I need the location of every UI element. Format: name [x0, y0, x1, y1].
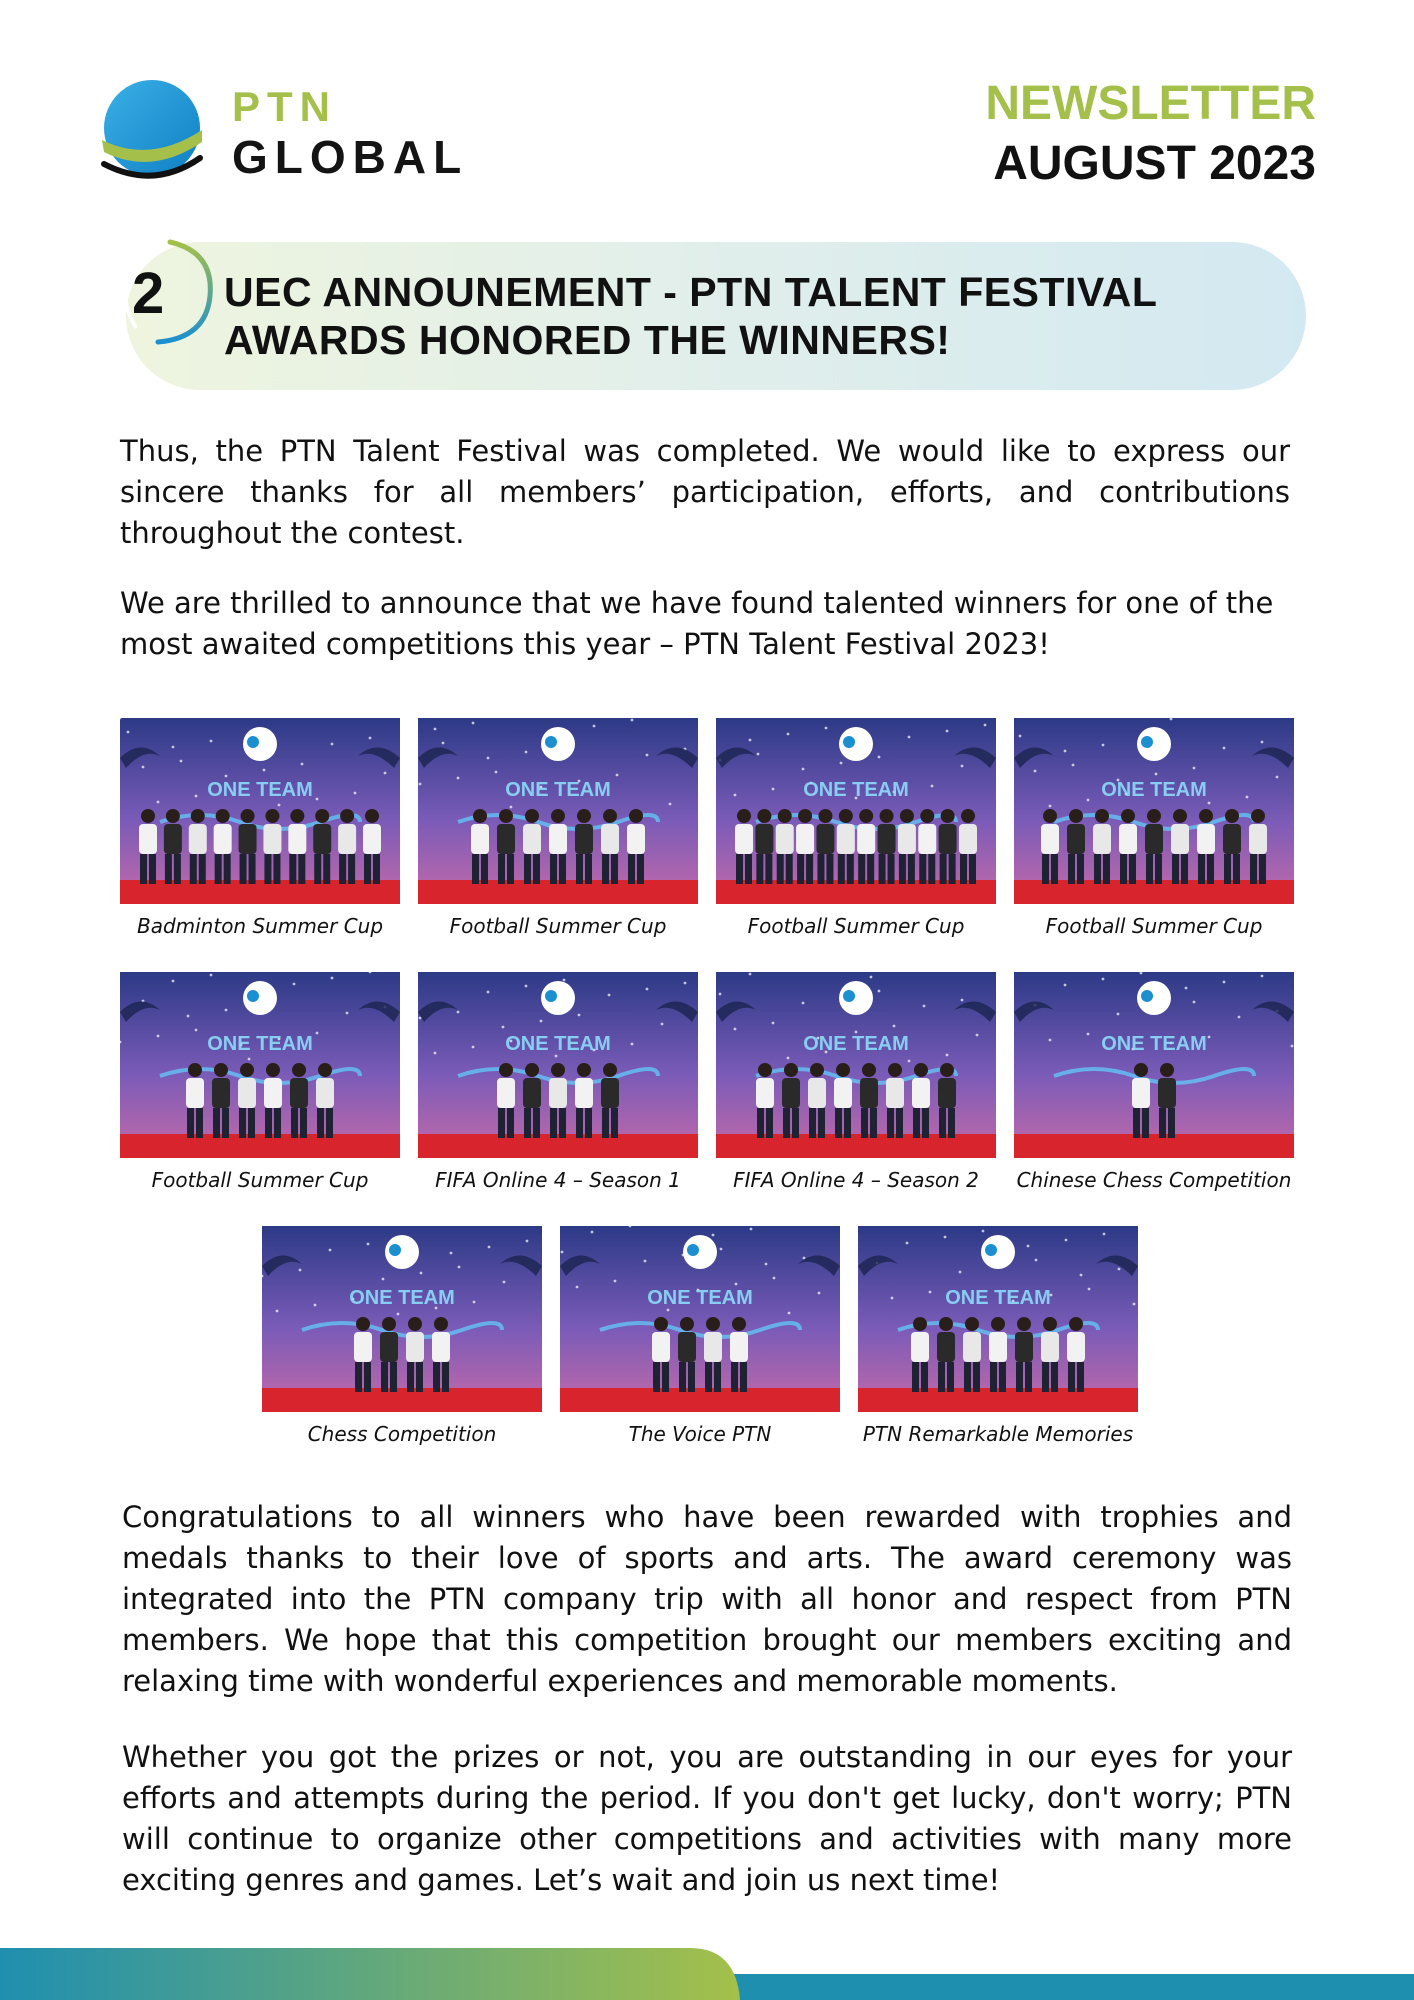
gallery-photo: [716, 972, 996, 1158]
svg-text:ONE TEAM: ONE TEAM: [207, 779, 313, 801]
gallery-photo: [1014, 972, 1294, 1158]
gallery-photo: [120, 972, 400, 1158]
section-title: [224, 268, 1244, 364]
svg-text:ONE TEAM: ONE TEAM: [803, 779, 909, 801]
intro-paragraph-1: Thus, the PTN Talent Festival was completed. We would like to express our sincere thanks for all members’ participation, efforts, and contributions throughout the contest.: [120, 434, 1290, 550]
gallery-photo: [120, 718, 400, 904]
photo-caption: FIFA Online 4 – Season 1: [435, 1168, 681, 1192]
brand-wordmark: [232, 83, 469, 183]
closing-paragraph-2: Whether you got the prizes or not, you are outstanding in our eyes for your efforts and attempts during the period. If you don't get lucky, don't worry; PTN will continue to organize other competitions and activities with many more exciting genres and games. Let’s wait and join us next time!: [122, 1740, 1292, 1897]
closing-paragraph-1: Congratulations to all winners who have been rewarded with trophies and medals thanks to their love of sports and arts. The award ceremony was integrated into the PTN company trip with all honor and respect from PTN members. We hope that this competition brought our members exciting and relaxing time with wonderful experiences and memorable moments.: [122, 1500, 1292, 1698]
intro-paragraph-2: We are thrilled to announce that we have found talented winners for one of the most awaited competitions this year – PTN Talent Festival 2023!: [120, 586, 1274, 661]
gallery-photo: [1014, 718, 1294, 904]
section-title-line-2: AWARDS HONORED THE WINNERS!: [224, 317, 951, 363]
svg-text:ONE TEAM: ONE TEAM: [1101, 779, 1207, 801]
svg-text:ONE TEAM: ONE TEAM: [803, 1033, 909, 1055]
gallery-photo: [418, 718, 698, 904]
gallery-photo: [716, 718, 996, 904]
photo-caption: The Voice PTN: [628, 1422, 772, 1446]
photo-caption: Football Summer Cup: [1045, 914, 1263, 938]
gallery-photo: [262, 1226, 542, 1412]
ptn-global-logo: [98, 78, 469, 198]
photo-caption: PTN Remarkable Memories: [862, 1422, 1134, 1446]
svg-text:ONE TEAM: ONE TEAM: [207, 1033, 313, 1055]
section-number: 2: [132, 261, 165, 326]
gallery-photo: [858, 1226, 1138, 1412]
photo-caption: Chinese Chess Competition: [1016, 1168, 1292, 1192]
photo-caption: Football Summer Cup: [747, 914, 965, 938]
photo-caption: Football Summer Cup: [449, 914, 667, 938]
photo-caption: Badminton Summer Cup: [136, 914, 384, 938]
photo-caption: Football Summer Cup: [151, 1168, 369, 1192]
newsletter-masthead: [985, 77, 1316, 190]
footer-band: [0, 1948, 1414, 2000]
photo-caption: Chess Competition: [307, 1422, 497, 1446]
svg-text:ONE TEAM: ONE TEAM: [647, 1287, 753, 1309]
brand-global: GLOBAL: [232, 131, 469, 183]
globe-logo-icon: [98, 78, 208, 193]
svg-text:ONE TEAM: ONE TEAM: [349, 1287, 455, 1309]
svg-text:ONE TEAM: ONE TEAM: [505, 779, 611, 801]
photo-caption: FIFA Online 4 – Season 2: [733, 1168, 979, 1192]
gallery-photo: [560, 1226, 840, 1412]
section-title-line-1: UEC ANNOUNEMENT - PTN TALENT FESTIVAL: [224, 269, 1158, 315]
newsletter-label: NEWSLETTER: [985, 77, 1316, 130]
svg-text:ONE TEAM: ONE TEAM: [1101, 1033, 1207, 1055]
issue-date: AUGUST 2023: [993, 137, 1316, 190]
svg-text:ONE TEAM: ONE TEAM: [945, 1287, 1051, 1309]
gallery-photo: [418, 972, 698, 1158]
svg-text:ONE TEAM: ONE TEAM: [505, 1033, 611, 1055]
brand-ptn: PTN: [232, 83, 337, 130]
